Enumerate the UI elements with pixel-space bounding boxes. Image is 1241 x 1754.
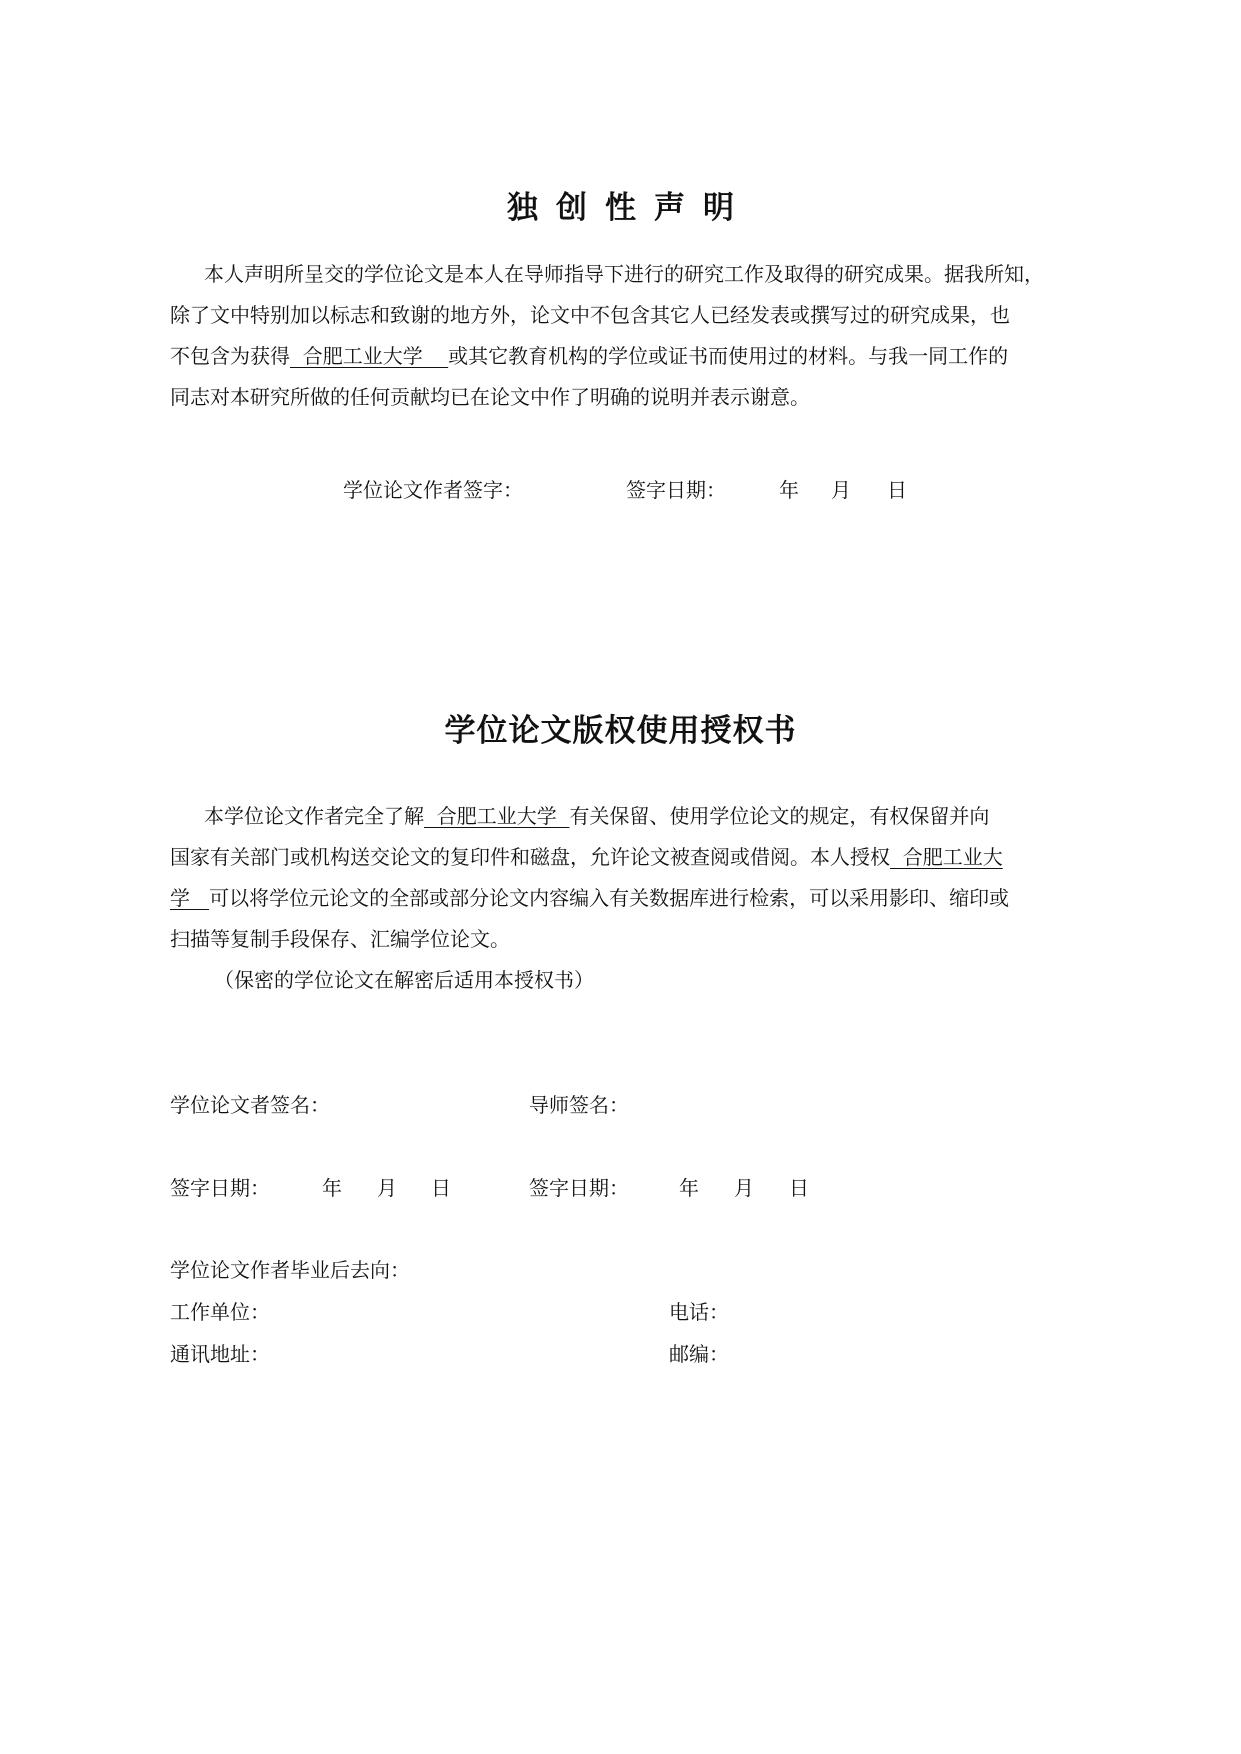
authorization-author-sign-label: 学位论文者签名： [170,1093,330,1117]
originality-line-1: 本人声明所呈交的学位论文是本人在导师指导下进行的研究工作及取得的研究成果。据我所知， [204,262,1044,286]
authorization-advisor-month-label: 月 [734,1176,754,1200]
postcode-label: 邮编： [669,1342,729,1366]
authorization-note: （保密的学位论文在解密后适用本授权书） [214,968,594,992]
work-unit-label: 工作单位： [170,1300,270,1324]
phone-label: 电话： [669,1300,729,1324]
authorization-line-3-post: 可以将学位元论文的全部或部分论文内容编入有关数据库进行检索，可以采用影印、缩印或 [209,886,1010,910]
destination-label: 学位论文作者毕业后去向： [170,1258,410,1282]
originality-title: 独创性声明 [507,190,752,226]
authorization-line-1-pre: 本学位论文作者完全了解 [204,804,424,828]
authorization-advisor-sign-label: 导师签名： [529,1093,629,1117]
authorization-school-name-1: 合肥工业大学 [424,804,570,828]
authorization-school-name-2a: 合肥工业大 [890,845,1003,869]
originality-year-label: 年 [779,478,799,502]
originality-line-4: 同志对本研究所做的任何贡献均已在论文中作了明确的说明并表示谢意。 [170,385,810,409]
originality-month-label: 月 [831,478,851,502]
authorization-line-4: 扫描等复制手段保存、汇编学位论文。 [170,927,510,951]
authorization-author-day-label: 日 [431,1176,451,1200]
originality-sign-date-label: 签字日期： [626,478,726,502]
authorization-line-1-post: 有关保留、使用学位论文的规定，有权保留并向 [569,804,990,828]
authorization-line-3 [170,878,1082,919]
authorization-line-1 [170,796,1082,837]
originality-line-2: 除了文中特别加以标志和致谢的地方外，论文中不包含其它人已经发表或撰写过的研究成果，也 [170,303,1010,327]
authorization-author-date-label: 签字日期： [170,1176,270,1200]
authorization-advisor-year-label: 年 [679,1176,699,1200]
authorization-advisor-date-label: 签字日期： [529,1176,629,1200]
address-label: 通讯地址： [170,1342,270,1366]
originality-line-3-pre: 不包含为获得 [170,344,290,368]
originality-paragraph [170,254,1082,418]
authorization-line-2-pre: 国家有关部门或机构送交论文的复印件和磁盘，允许论文被查阅或借阅。本人授权 [170,845,890,869]
authorization-line-2 [170,837,1082,878]
authorization-title: 学位论文版权使用授权书 [444,713,797,749]
authorization-school-name-2b: 学 [170,886,210,910]
originality-author-sign-label: 学位论文作者签字： [343,478,523,502]
authorization-author-year-label: 年 [322,1176,342,1200]
authorization-author-month-label: 月 [377,1176,397,1200]
authorization-advisor-day-label: 日 [789,1176,809,1200]
originality-school-name: 合肥工业大学 [290,344,449,368]
originality-day-label: 日 [887,478,907,502]
originality-line-3-post: 或其它教育机构的学位或证书而使用过的材料。与我一同工作的 [448,344,1009,368]
originality-line-3 [170,336,1082,377]
authorization-paragraph [170,796,1082,1001]
